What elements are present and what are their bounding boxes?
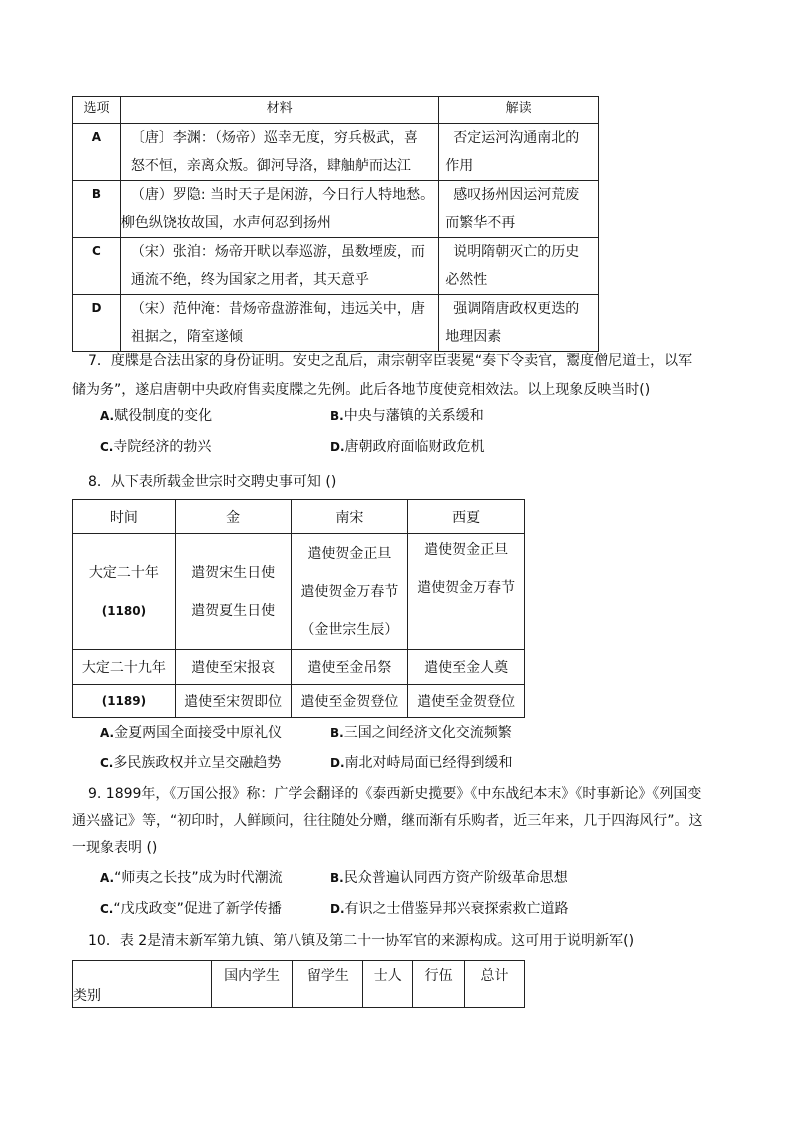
- row-reading: 否定运河沟通南北的 作用: [439, 124, 599, 181]
- table-row: [73, 238, 599, 295]
- row-jin: 遣使至宋贺即位: [175, 685, 291, 718]
- table-row: [73, 124, 599, 181]
- row-time: (1189): [73, 685, 176, 718]
- q9-option-d: D.有识之士借鉴异邦兴衰探索救亡道路: [330, 901, 569, 917]
- header-song: 南宋: [291, 500, 408, 534]
- header-ranks: 行伍: [413, 961, 465, 1008]
- header-total: 总计: [465, 961, 525, 1008]
- table-row: [73, 650, 525, 685]
- q10-stem: 10．表 2是清末新军第九镇、第八镇及第二十一协军官的来源构成。这可用于说明新军(): [88, 933, 635, 949]
- table-row: [73, 295, 599, 352]
- q7-stem-line1: 7．度牒是合法出家的身份证明。安史之乱后，肃宗朝宰臣裴冕“奏下令卖官，鬻度僧尼道士，以军: [88, 353, 693, 369]
- q7-option-b: B.中央与藩镇的关系缓和: [330, 408, 484, 424]
- q9-option-b: B.民众普遍认同西方资产阶级革命思想: [330, 870, 568, 886]
- row-option: A: [73, 124, 121, 181]
- header-reading: 解读: [439, 97, 599, 124]
- header-domestic-students: 国内学生: [211, 961, 293, 1008]
- q8-option-a: A.金夏两国全面接受中原礼仪: [100, 725, 283, 741]
- q9-stem-line2: 通兴盛记》等，“初印时，人鲜顾问，往往随处分赠，继而渐有乐购者，近三年来，几于四海风行”。这: [72, 813, 703, 829]
- q9-stem-line1: 9. 1899年，《万国公报》称：广学会翻译的《泰西新史揽要》《中东战纪本末》《时事新论》《列国变: [88, 786, 702, 802]
- q9-option-a: A.“师夷之长技”成为时代潮流: [100, 870, 283, 886]
- row-material: （宋）张洎：炀帝开畎以奉巡游，虽数堙废，而 通流不绝，终为国家之用者，其天意乎: [120, 238, 438, 295]
- q7-stem-line2: 储为务”，遂启唐朝中央政府售卖度牒之先例。此后各地节度使竞相效法。以上现象反映当时(): [72, 382, 651, 398]
- header-overseas-students: 留学生: [293, 961, 363, 1008]
- header-time: 时间: [73, 500, 176, 534]
- q8-option-d: D.南北对峙局面已经得到缓和: [330, 755, 513, 771]
- header-category: 类别: [73, 961, 212, 1008]
- q9-option-c: C.“戊戌政变”促进了新学传播: [100, 901, 282, 917]
- table-row: [73, 685, 525, 718]
- row-time: 大定二十年 (1180): [73, 534, 176, 650]
- row-xixia: 遣使贺金正旦 遣使贺金万春节: [408, 534, 525, 650]
- row-song: 遣使贺金正旦 遣使贺金万春节 （金世宗生辰）: [291, 534, 408, 650]
- row-reading: 感叹扬州因运河荒废 而繁华不再: [439, 181, 599, 238]
- row-song: 遣使至金贺登位: [291, 685, 408, 718]
- q9-stem-line3: 一现象表明 (): [72, 840, 158, 856]
- row-material: （唐）罗隐: 当时天子是闲游，今日行人特地愁。 柳色纵饶妆故国，水声何忍到扬州: [120, 181, 438, 238]
- row-option: D: [73, 295, 121, 352]
- tribute-table: [72, 499, 525, 718]
- row-jin: 遣使至宋报哀: [175, 650, 291, 685]
- q7-option-d: D.唐朝政府面临财政危机: [330, 439, 485, 455]
- q7-option-c: C.寺院经济的勃兴: [100, 439, 212, 455]
- row-material: （宋）范仲淹：昔炀帝盘游淮甸，违远关中，唐 祖据之，隋室遂倾: [120, 295, 438, 352]
- q7-option-a: A.赋役制度的变化: [100, 408, 213, 424]
- header-xixia: 西夏: [408, 500, 525, 534]
- q8-option-b: B.三国之间经济文化交流频繁: [330, 725, 512, 741]
- header-jin: 金: [175, 500, 291, 534]
- header-option: 选项: [73, 97, 121, 124]
- q8-option-c: C.多民族政权并立呈交融趋势: [100, 755, 282, 771]
- row-material: 〔唐〕李渊：（炀帝）巡幸无度，穷兵极武，喜 怒不恒，亲离众叛。御河导洛，肆舳舻而达江: [120, 124, 438, 181]
- row-song: 遣使至金吊祭: [291, 650, 408, 685]
- row-option: B: [73, 181, 121, 238]
- table-row: [73, 181, 599, 238]
- row-reading: 强调隋唐政权更迭的 地理因素: [439, 295, 599, 352]
- header-material: 材料: [120, 97, 438, 124]
- row-jin: 遣贺宋生日使 遣贺夏生日使: [175, 534, 291, 650]
- row-time: 大定二十九年: [73, 650, 176, 685]
- row-xixia: 遣使至金人奠: [408, 650, 525, 685]
- row-option: C: [73, 238, 121, 295]
- options-table: [72, 96, 599, 352]
- row-xixia: 遣使至金贺登位: [408, 685, 525, 718]
- q8-stem: 8．从下表所载金世宗时交聘史事可知 (): [88, 474, 337, 490]
- header-scholars: 士人: [363, 961, 413, 1008]
- officer-source-table: [72, 960, 525, 1008]
- table-row: [73, 534, 525, 650]
- row-reading: 说明隋朝灭亡的历史 必然性: [439, 238, 599, 295]
